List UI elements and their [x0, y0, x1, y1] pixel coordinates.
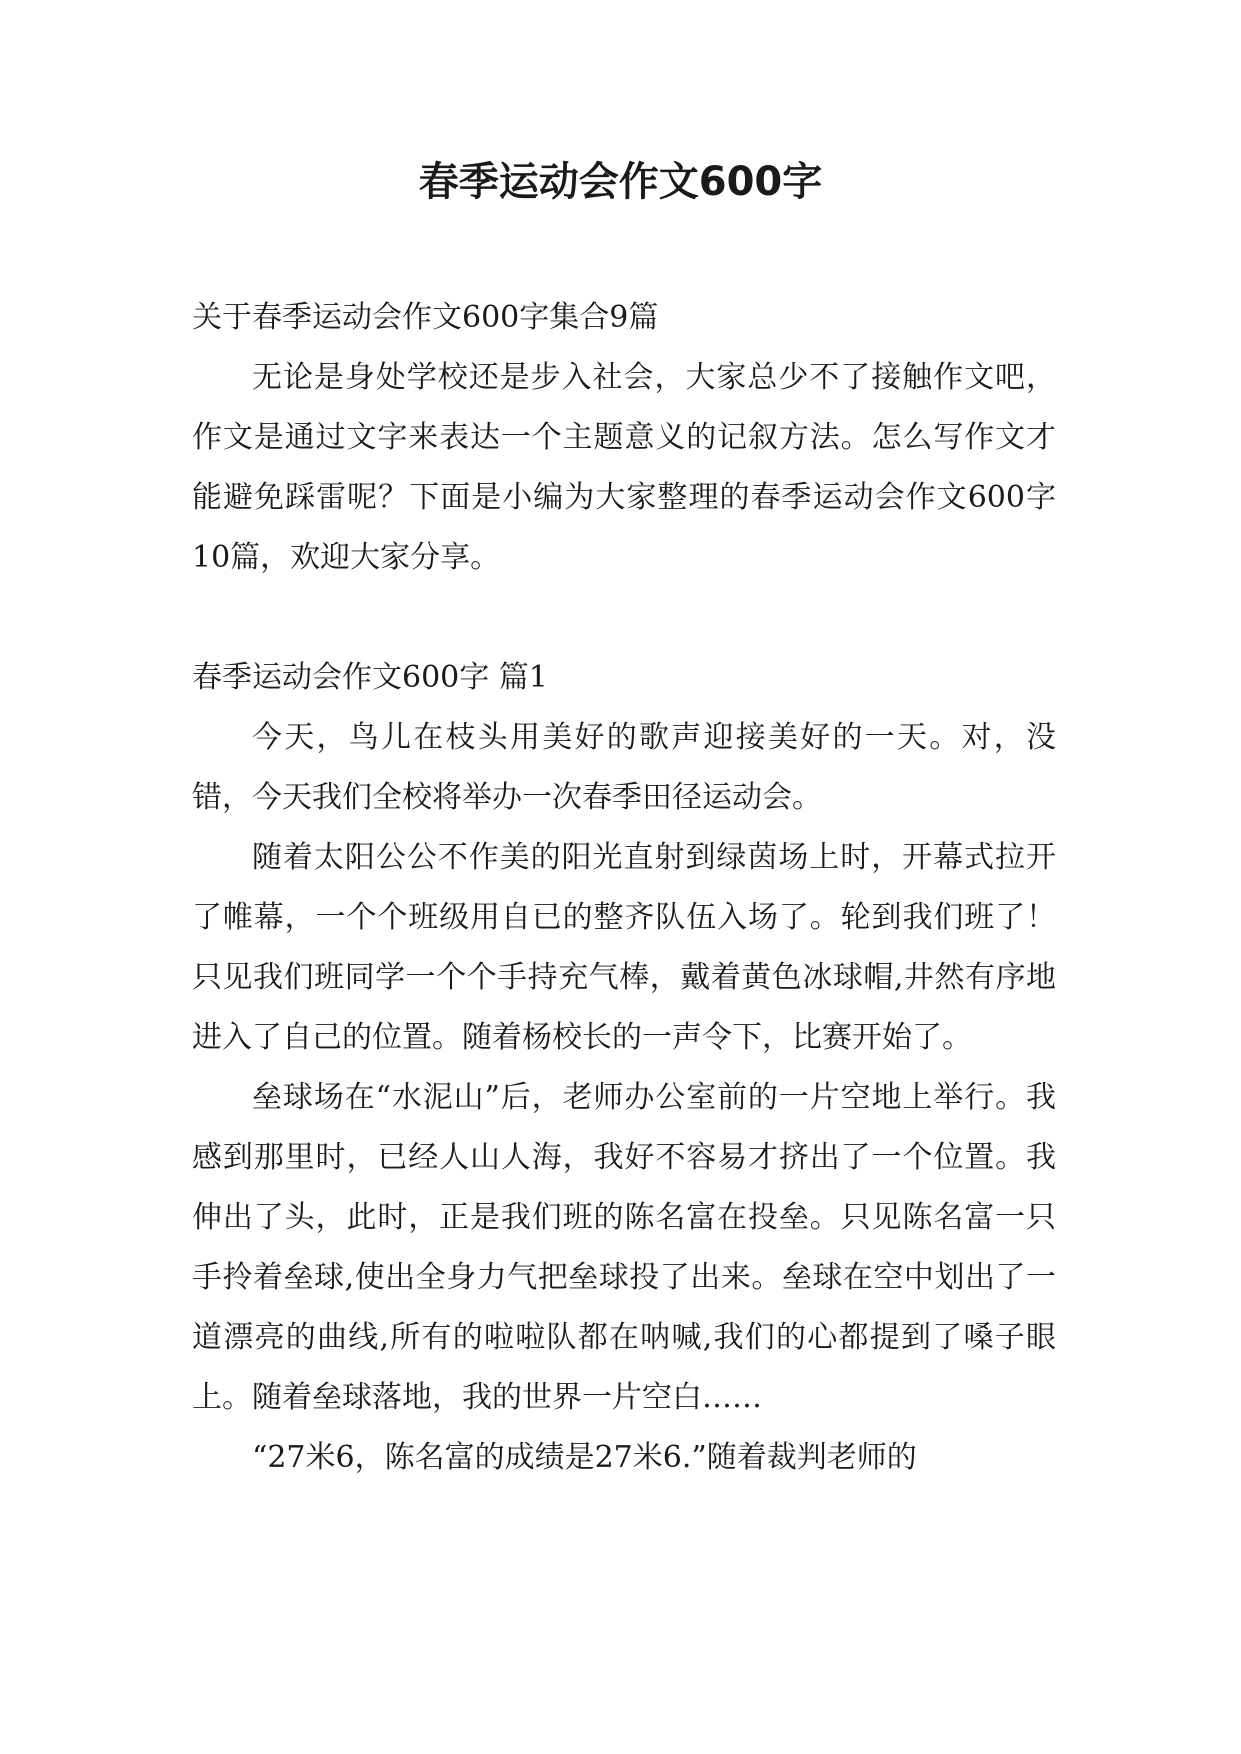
section-heading: 春季运动会作文600字 篇1: [192, 660, 548, 695]
document-body: [192, 288, 1056, 1488]
intro-paragraph: 无论是身处学校还是步入社会，大家总少不了接触作文吧，作文是通过文字来表达一个主题意义的记叙方法。怎么写作文才能避免踩雷呢？下面是小编为大家整理的春季运动会作文600字10篇，欢迎大家分享。: [192, 360, 1056, 575]
body-paragraph: “27米6，陈名富的成绩是27米6.”随着裁判老师的: [252, 1440, 917, 1475]
document-subtitle: 关于春季运动会作文600字集合9篇: [192, 300, 659, 335]
body-paragraph: 随着太阳公公不作美的阳光直射到绿茵场上时，开幕式拉开了帷幕，一个个班级用自已的整齐队伍入场了。轮到我们班了！只见我们班同学一个个手持充气棒，戴着黄色冰球帽,井然有序地进入了自己的位置。随着杨校长的一声令下，比赛开始了。: [192, 840, 1056, 1055]
body-paragraph: 垒球场在“水泥山”后，老师办公室前的一片空地上举行。我感到那里时，已经人山人海，我好不容易才挤出了一个位置。我伸出了头，此时，正是我们班的陈名富在投垒。只见陈名富一只手拎着垒球,使出全身力气把垒球投了出来。垒球在空中划出了一道漂亮的曲线,所有的啦啦队都在呐喊,我们的心都提到了嗓子眼上。随着垒球落地，我的世界一片空白……: [192, 1080, 1056, 1415]
body-paragraph: 今天，鸟儿在枝头用美好的歌声迎接美好的一天。对，没错，今天我们全校将举办一次春季田径运动会。: [192, 720, 1056, 815]
document-title: 春季运动会作文600字: [418, 159, 823, 205]
